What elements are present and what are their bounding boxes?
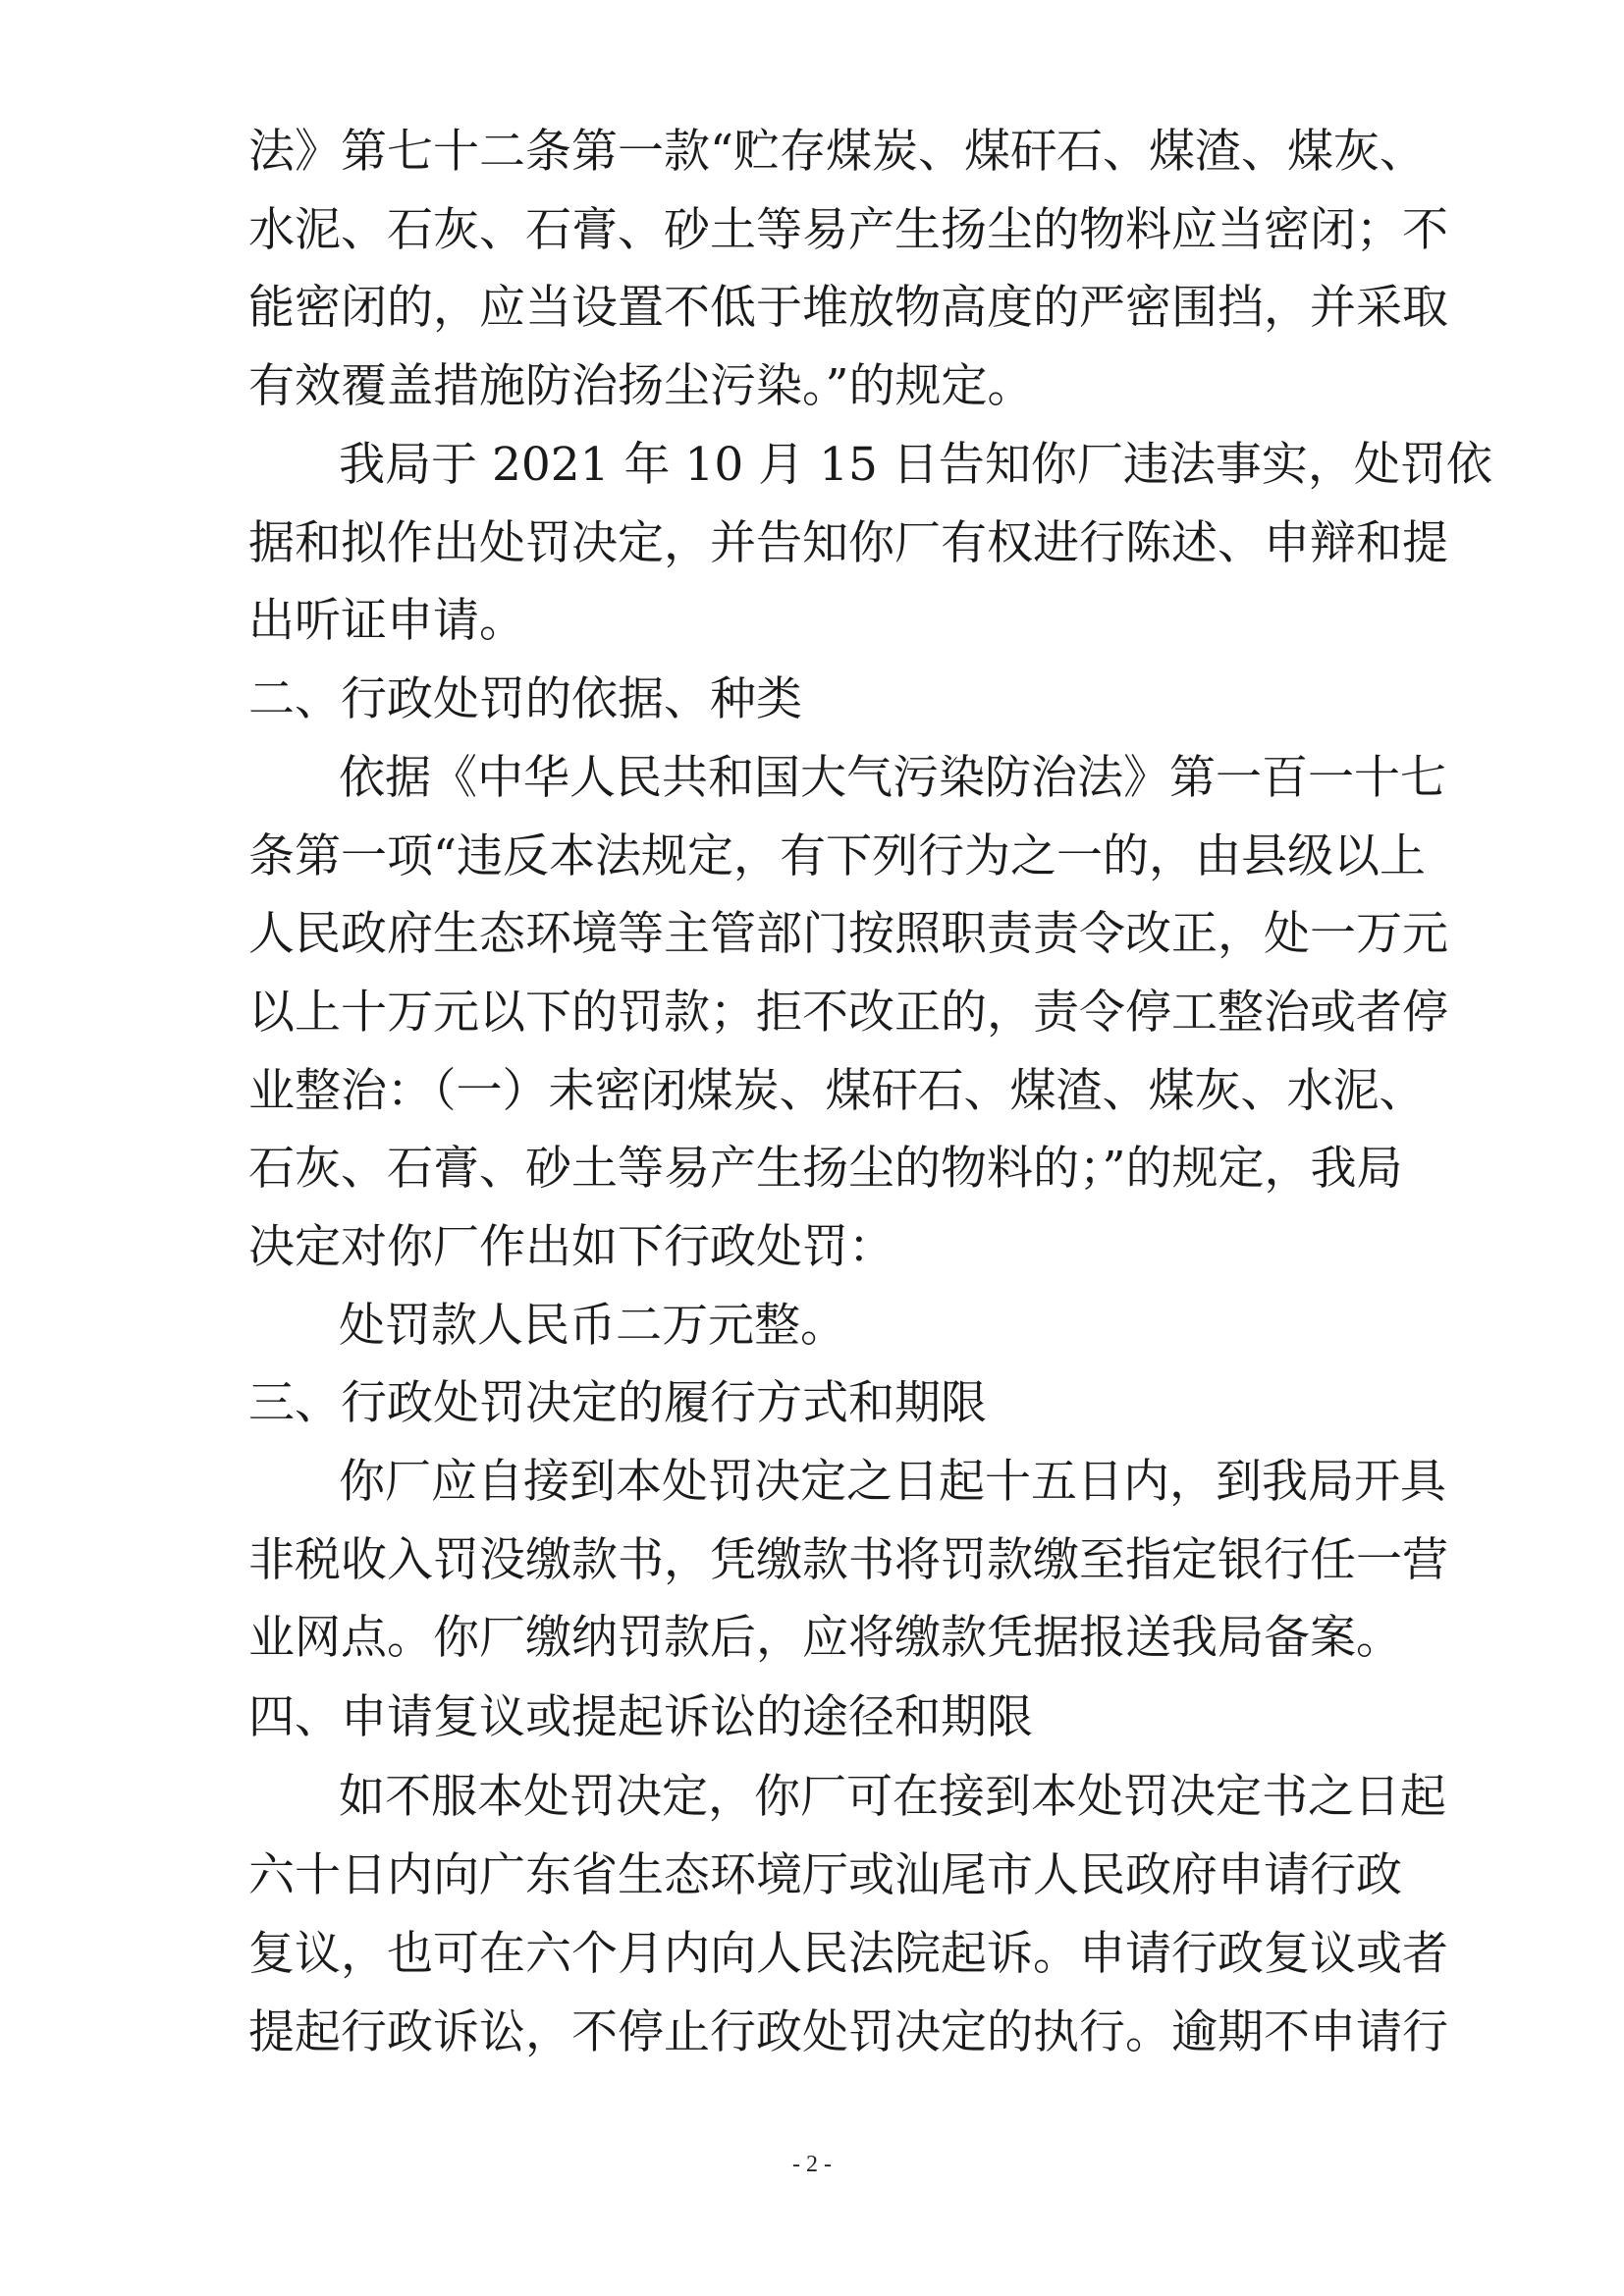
paragraph-first-line: 你厂应自接到本处罚决定之日起十五日内，到我局开具 <box>339 1455 1446 1509</box>
text-line: 提起行政诉讼，不停止行政处罚决定的执行。逾期不申请行 <box>248 2005 1448 2059</box>
text-line: 复议，也可在六个月内向人民法院起诉。申请行政复议或者 <box>248 1927 1448 1981</box>
page-number: - 2 - <box>792 2152 832 2177</box>
section-heading: 三、行政处罚决定的履行方式和期限 <box>248 1376 987 1430</box>
text-line: 条第一项“违反本法规定，有下列行为之一的，由县级以上 <box>248 829 1427 883</box>
text-line: 业整治：（一）未密闭煤炭、煤矸石、煤渣、煤灰、水泥、 <box>248 1064 1426 1118</box>
text-line: 法》第七十二条第一款“贮存煤炭、煤矸石、煤渣、煤灰、 <box>248 125 1427 179</box>
section-heading: 四、申请复议或提起诉讼的途径和期限 <box>248 1690 1033 1744</box>
text-line: 非税收入罚没缴款书，凭缴款书将罚款缴至指定银行任一营 <box>248 1533 1448 1587</box>
text-line: 以上十万元以下的罚款；拒不改正的，责令停工整治或者停 <box>248 986 1448 1040</box>
text-line: 六十日内向广东省生态环境厅或汕尾市人民政府申请行政 <box>248 1848 1402 1902</box>
text-line: 能密闭的，应当设置不低于堆放物高度的严密围挡，并采取 <box>248 281 1448 335</box>
section-heading: 二、行政处罚的依据、种类 <box>248 672 802 726</box>
paragraph-first-line: 如不服本处罚决定，你厂可在接到本处罚决定书之日起 <box>339 1770 1446 1824</box>
text-line: 石灰、石膏、砂土等易产生扬尘的物料的；”的规定，我局 <box>248 1142 1403 1196</box>
text-line: 水泥、石灰、石膏、砂土等易产生扬尘的物料应当密闭；不 <box>248 203 1448 257</box>
text-line: 据和拟作出处罚决定，并告知你厂有权进行陈述、申辩和提 <box>248 516 1448 570</box>
text-line: 有效覆盖措施防治扬尘污染。”的规定。 <box>248 359 1034 413</box>
text-line: 出听证申请。 <box>248 594 525 648</box>
text-line: 决定对你厂作出如下行政处罚： <box>248 1220 894 1274</box>
paragraph-first-line: 依据《中华人民共和国大气污染防治法》第一百一十七 <box>339 751 1446 805</box>
penalty-amount: 处罚款人民币二万元整。 <box>339 1299 846 1353</box>
text-line: 业网点。你厂缴纳罚款后，应将缴款凭据报送我局备案。 <box>248 1611 1402 1665</box>
text-line: 人民政府生态环境等主管部门按照职责责令改正，处一万元 <box>248 907 1448 961</box>
paragraph-first-line: 我局于 2021 年 10 月 15 日告知你厂违法事实，处罚依 <box>339 438 1492 492</box>
